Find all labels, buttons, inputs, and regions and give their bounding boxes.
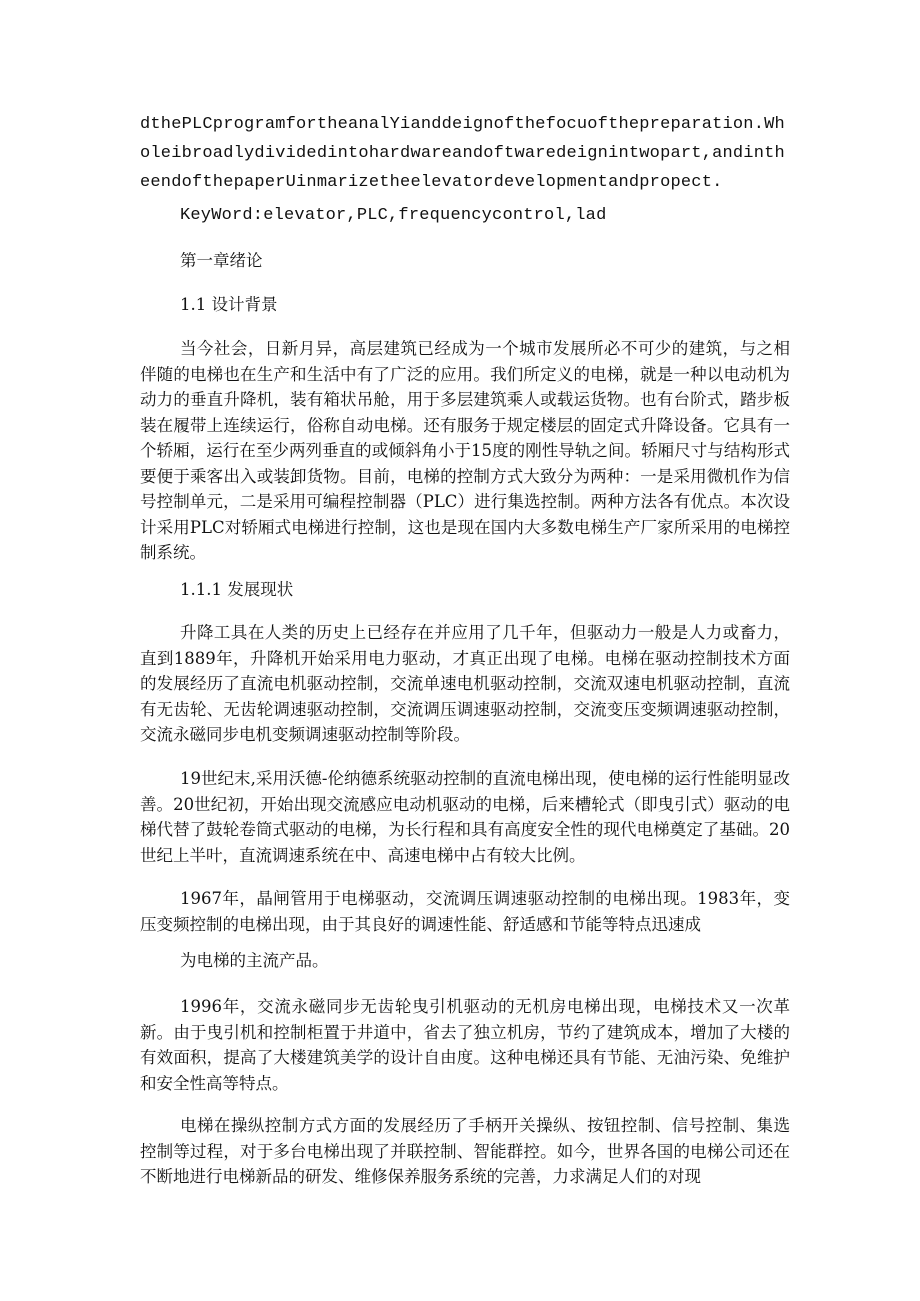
- paragraph-mainstream: 为电梯的主流产品。: [180, 951, 329, 970]
- paragraph-background: 当今社会，日新月异，高层建筑已经成为一个城市发展所必不可少的建筑，与之相伴随的电梯也在生产和生活中有了广泛的应用。我们所定义的电梯，就是一种以电动机为动力的垂直升降机，装有箱状吊舱，用于多层建筑乘人或载运货物。也有台阶式，踏步板装在履带上连续运行，俗称自动电梯。还有服务于规定楼层的固定式升降设备。它具有一个轿厢，运行在至少两列垂直的或倾斜角小于15度的刚性导轨之间。轿厢尺寸与结构形式要便于乘客出入或装卸货物。目前，电梯的控制方式大致分为两种：一是采用微机作为信号控制单元，二是采用可编程控制器（PLC）进行集选控制。两种方法各有优点。本次设计采用PLC对轿厢式电梯进行控制，这也是现在国内大多数电梯生产厂家所采用的电梯控制系统。: [140, 339, 790, 562]
- paragraph-control-methods: 电梯在操纵控制方式方面的发展经历了手柄开关操纵、按钮控制、信号控制、集选控制等过程，对于多台电梯出现了并联控制、智能群控。如今，世界各国的电梯公司还在不断地进行电梯新品的研发、维修保养服务系统的完善，力求满足人们的对现: [140, 1116, 790, 1186]
- section-heading-1-1-1: 1.1.1 发展现状: [180, 580, 294, 599]
- paragraph-history: 升降工具在人类的历史上已经存在并应用了几千年，但驱动力一般是人力或畜力，直到1889年，升降机开始采用电力驱动，才真正出现了电梯。电梯在驱动控制技术方面的发展经历了直流电机驱动控制，交流单速电机驱动控制，交流双速电机驱动控制，直流有无齿轮、无齿轮调速驱动控制，交流调压调速驱动控制，交流变压变频调速驱动控制，交流永磁同步电机变频调速驱动控制等阶段。: [140, 623, 790, 744]
- paragraph-1996: 1996年，交流永磁同步无齿轮曳引机驱动的无机房电梯出现，电梯技术又一次革新。由于曳引机和控制柜置于井道中，省去了独立机房，节约了建筑成本，增加了大楼的有效面积，提高了大楼建筑美学的设计自由度。这种电梯还具有节能、无油污染、免维护和安全性高等特点。: [140, 997, 790, 1093]
- section-heading-1-1: 1.1 设计背景: [180, 295, 278, 314]
- paragraph-19th-century: 19世纪末,采用沃德-伦纳德系统驱动控制的直流电梯出现，使电梯的运行性能明显改善。20世纪初，开始出现交流感应电动机驱动的电梯，后来槽轮式（即曳引式）驱动的电梯代替了鼓轮卷筒式驱动的电梯，为长行程和具有高度安全性的现代电梯奠定了基础。20世纪上半叶，直流调速系统在中、高速电梯中占有较大比例。: [140, 769, 790, 865]
- chapter-title: 第一章绪论: [180, 251, 263, 270]
- paragraph-1967: 1967年，晶闸管用于电梯驱动，交流调压调速驱动控制的电梯出现。1983年，变压变频控制的电梯出现，由于其良好的调速性能、舒适感和节能等特点迅速成: [140, 889, 790, 934]
- abstract-english-tail: dthePLCprogramfortheanalYianddeignofthefocuofthepreparation.Wholeibroadlydividedintohardwareandoftwaredeignintwopart,andintheendofthepaperUinmarizetheelevatordevelopmentandpropect.: [140, 115, 785, 192]
- keywords-line: KeyWord:elevator,PLC,frequencycontrol,lad: [180, 206, 607, 225]
